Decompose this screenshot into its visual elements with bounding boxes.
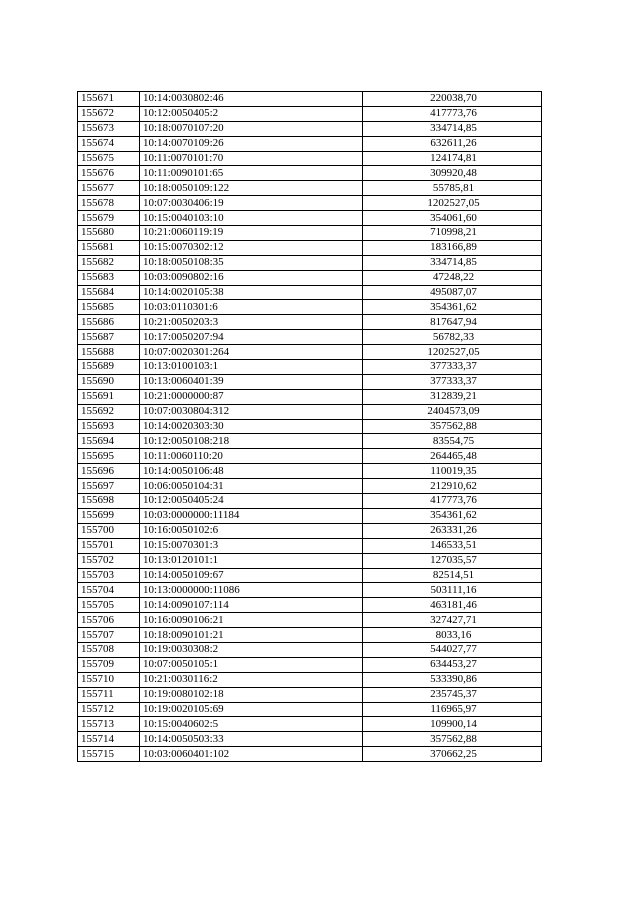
amount-cell: 183166,89 xyxy=(363,240,542,255)
amount-cell: 463181,46 xyxy=(363,598,542,613)
cadastral-number-cell: 10:14:0020303:30 xyxy=(140,419,363,434)
cadastral-number-cell: 10:12:0050108:218 xyxy=(140,434,363,449)
table-row xyxy=(78,523,542,538)
cadastral-number-cell: 10:21:0000000:87 xyxy=(140,389,363,404)
record-id-cell: 155713 xyxy=(78,717,140,732)
amount-cell: 1202527,05 xyxy=(363,345,542,360)
amount-cell: 327427,71 xyxy=(363,613,542,628)
table-row xyxy=(78,508,542,523)
amount-cell: 116965,97 xyxy=(363,702,542,717)
table-row xyxy=(78,285,542,300)
cadastral-number-cell: 10:06:0050104:31 xyxy=(140,479,363,494)
data-table xyxy=(77,91,542,762)
amount-cell: 109900,14 xyxy=(363,717,542,732)
amount-cell: 334714,85 xyxy=(363,255,542,270)
table-row xyxy=(78,464,542,479)
table-row xyxy=(78,434,542,449)
record-id-cell: 155680 xyxy=(78,226,140,241)
cadastral-number-cell: 10:13:0000000:11086 xyxy=(140,583,363,598)
table-row xyxy=(78,404,542,419)
amount-cell: 2404573,09 xyxy=(363,404,542,419)
table-row xyxy=(78,583,542,598)
record-id-cell: 155678 xyxy=(78,196,140,211)
record-id-cell: 155684 xyxy=(78,285,140,300)
record-id-cell: 155687 xyxy=(78,330,140,345)
amount-cell: 235745,37 xyxy=(363,687,542,702)
record-id-cell: 155709 xyxy=(78,657,140,672)
record-id-cell: 155679 xyxy=(78,211,140,226)
amount-cell: 357562,88 xyxy=(363,419,542,434)
table-row xyxy=(78,642,542,657)
amount-cell: 357562,88 xyxy=(363,732,542,747)
amount-cell: 354361,62 xyxy=(363,508,542,523)
cadastral-number-cell: 10:14:0070109:26 xyxy=(140,136,363,151)
amount-cell: 83554,75 xyxy=(363,434,542,449)
record-id-cell: 155706 xyxy=(78,613,140,628)
amount-cell: 263331,26 xyxy=(363,523,542,538)
record-id-cell: 155704 xyxy=(78,583,140,598)
table-row xyxy=(78,419,542,434)
table-row xyxy=(78,136,542,151)
cadastral-number-cell: 10:14:0090107:114 xyxy=(140,598,363,613)
cadastral-number-cell: 10:11:0090101:65 xyxy=(140,166,363,181)
cadastral-number-cell: 10:15:0040103:10 xyxy=(140,211,363,226)
table-row xyxy=(78,151,542,166)
amount-cell: 264465,48 xyxy=(363,449,542,464)
record-id-cell: 155714 xyxy=(78,732,140,747)
record-id-cell: 155695 xyxy=(78,449,140,464)
amount-cell: 495087,07 xyxy=(363,285,542,300)
cadastral-number-cell: 10:07:0030804:312 xyxy=(140,404,363,419)
amount-cell: 8033,16 xyxy=(363,628,542,643)
cadastral-number-cell: 10:21:0030116:2 xyxy=(140,672,363,687)
table-row xyxy=(78,226,542,241)
cadastral-number-cell: 10:13:0120101:1 xyxy=(140,553,363,568)
cadastral-number-cell: 10:11:0070101:70 xyxy=(140,151,363,166)
record-id-cell: 155691 xyxy=(78,389,140,404)
record-id-cell: 155703 xyxy=(78,568,140,583)
table-row xyxy=(78,196,542,211)
record-id-cell: 155712 xyxy=(78,702,140,717)
record-id-cell: 155690 xyxy=(78,374,140,389)
record-id-cell: 155692 xyxy=(78,404,140,419)
record-id-cell: 155698 xyxy=(78,494,140,509)
table-row xyxy=(78,255,542,270)
table-row xyxy=(78,374,542,389)
amount-cell: 817647,94 xyxy=(363,315,542,330)
table-row xyxy=(78,92,542,107)
record-id-cell: 155699 xyxy=(78,508,140,523)
record-id-cell: 155710 xyxy=(78,672,140,687)
record-id-cell: 155671 xyxy=(78,92,140,107)
amount-cell: 377333,37 xyxy=(363,360,542,375)
table-row xyxy=(78,270,542,285)
cadastral-number-cell: 10:19:0080102:18 xyxy=(140,687,363,702)
cadastral-number-cell: 10:07:0030406:19 xyxy=(140,196,363,211)
amount-cell: 544027,77 xyxy=(363,642,542,657)
table-row xyxy=(78,240,542,255)
amount-cell: 82514,51 xyxy=(363,568,542,583)
record-id-cell: 155708 xyxy=(78,642,140,657)
amount-cell: 312839,21 xyxy=(363,389,542,404)
table-row xyxy=(78,166,542,181)
cadastral-number-cell: 10:15:0070301:3 xyxy=(140,538,363,553)
table-row xyxy=(78,657,542,672)
table-row xyxy=(78,300,542,315)
record-id-cell: 155707 xyxy=(78,628,140,643)
amount-cell: 370662,25 xyxy=(363,747,542,762)
record-id-cell: 155715 xyxy=(78,747,140,762)
table-body xyxy=(78,92,542,762)
cadastral-number-cell: 10:16:0090106:21 xyxy=(140,613,363,628)
cadastral-number-cell: 10:14:0020105:38 xyxy=(140,285,363,300)
amount-cell: 634453,27 xyxy=(363,657,542,672)
amount-cell: 56782,33 xyxy=(363,330,542,345)
cadastral-number-cell: 10:15:0070302:12 xyxy=(140,240,363,255)
cadastral-number-cell: 10:19:0030308:2 xyxy=(140,642,363,657)
amount-cell: 503111,16 xyxy=(363,583,542,598)
amount-cell: 710998,21 xyxy=(363,226,542,241)
table-row xyxy=(78,732,542,747)
table-row xyxy=(78,211,542,226)
table-row xyxy=(78,121,542,136)
cadastral-number-cell: 10:19:0020105:69 xyxy=(140,702,363,717)
record-id-cell: 155681 xyxy=(78,240,140,255)
record-id-cell: 155693 xyxy=(78,419,140,434)
amount-cell: 212910,62 xyxy=(363,479,542,494)
cadastral-number-cell: 10:13:0060401:39 xyxy=(140,374,363,389)
cadastral-number-cell: 10:18:0070107:20 xyxy=(140,121,363,136)
record-id-cell: 155683 xyxy=(78,270,140,285)
table-row xyxy=(78,538,542,553)
amount-cell: 377333,37 xyxy=(363,374,542,389)
table-row xyxy=(78,330,542,345)
table-row xyxy=(78,315,542,330)
cadastral-number-cell: 10:17:0050207:94 xyxy=(140,330,363,345)
cadastral-number-cell: 10:03:0000000:11184 xyxy=(140,508,363,523)
table-row xyxy=(78,494,542,509)
table-row xyxy=(78,672,542,687)
cadastral-number-cell: 10:14:0050106:48 xyxy=(140,464,363,479)
table-row xyxy=(78,345,542,360)
table-row xyxy=(78,360,542,375)
cadastral-number-cell: 10:07:0020301:264 xyxy=(140,345,363,360)
table-row xyxy=(78,687,542,702)
cadastral-number-cell: 10:12:0050405:24 xyxy=(140,494,363,509)
record-id-cell: 155702 xyxy=(78,553,140,568)
table-row xyxy=(78,702,542,717)
cadastral-number-cell: 10:03:0060401:102 xyxy=(140,747,363,762)
amount-cell: 110019,35 xyxy=(363,464,542,479)
cadastral-number-cell: 10:11:0060110:20 xyxy=(140,449,363,464)
table-row xyxy=(78,598,542,613)
cadastral-number-cell: 10:12:0050405:2 xyxy=(140,106,363,121)
record-id-cell: 155697 xyxy=(78,479,140,494)
table-row xyxy=(78,449,542,464)
record-id-cell: 155672 xyxy=(78,106,140,121)
cadastral-number-cell: 10:21:0050203:3 xyxy=(140,315,363,330)
cadastral-number-cell: 10:03:0110301:6 xyxy=(140,300,363,315)
table-row xyxy=(78,106,542,121)
table-row xyxy=(78,717,542,732)
record-id-cell: 155675 xyxy=(78,151,140,166)
cadastral-number-cell: 10:18:0050108:35 xyxy=(140,255,363,270)
cadastral-number-cell: 10:21:0060119:19 xyxy=(140,226,363,241)
record-id-cell: 155705 xyxy=(78,598,140,613)
table-row xyxy=(78,553,542,568)
amount-cell: 417773,76 xyxy=(363,106,542,121)
amount-cell: 354361,62 xyxy=(363,300,542,315)
amount-cell: 124174,81 xyxy=(363,151,542,166)
table-row xyxy=(78,568,542,583)
record-id-cell: 155700 xyxy=(78,523,140,538)
record-id-cell: 155673 xyxy=(78,121,140,136)
record-id-cell: 155688 xyxy=(78,345,140,360)
amount-cell: 309920,48 xyxy=(363,166,542,181)
table-row xyxy=(78,181,542,196)
amount-cell: 632611,26 xyxy=(363,136,542,151)
amount-cell: 354061,60 xyxy=(363,211,542,226)
table-row xyxy=(78,479,542,494)
table-row xyxy=(78,747,542,762)
amount-cell: 220038,70 xyxy=(363,92,542,107)
amount-cell: 1202527,05 xyxy=(363,196,542,211)
amount-cell: 146533,51 xyxy=(363,538,542,553)
table-row xyxy=(78,628,542,643)
record-id-cell: 155674 xyxy=(78,136,140,151)
amount-cell: 55785,81 xyxy=(363,181,542,196)
record-id-cell: 155676 xyxy=(78,166,140,181)
record-id-cell: 155701 xyxy=(78,538,140,553)
cadastral-number-cell: 10:14:0050503:33 xyxy=(140,732,363,747)
record-id-cell: 155711 xyxy=(78,687,140,702)
table-row xyxy=(78,613,542,628)
cadastral-number-cell: 10:03:0090802:16 xyxy=(140,270,363,285)
cadastral-number-cell: 10:18:0090101:21 xyxy=(140,628,363,643)
table-row xyxy=(78,389,542,404)
amount-cell: 334714,85 xyxy=(363,121,542,136)
cadastral-number-cell: 10:16:0050102:6 xyxy=(140,523,363,538)
cadastral-number-cell: 10:13:0100103:1 xyxy=(140,360,363,375)
record-id-cell: 155686 xyxy=(78,315,140,330)
record-id-cell: 155696 xyxy=(78,464,140,479)
amount-cell: 533390,86 xyxy=(363,672,542,687)
record-id-cell: 155689 xyxy=(78,360,140,375)
amount-cell: 417773,76 xyxy=(363,494,542,509)
cadastral-number-cell: 10:15:0040602:5 xyxy=(140,717,363,732)
cadastral-number-cell: 10:14:0030802:46 xyxy=(140,92,363,107)
cadastral-number-cell: 10:18:0050109:122 xyxy=(140,181,363,196)
amount-cell: 47248,22 xyxy=(363,270,542,285)
cadastral-number-cell: 10:07:0050105:1 xyxy=(140,657,363,672)
cadastral-number-cell: 10:14:0050109:67 xyxy=(140,568,363,583)
record-id-cell: 155694 xyxy=(78,434,140,449)
record-id-cell: 155677 xyxy=(78,181,140,196)
record-id-cell: 155682 xyxy=(78,255,140,270)
amount-cell: 127035,57 xyxy=(363,553,542,568)
record-id-cell: 155685 xyxy=(78,300,140,315)
